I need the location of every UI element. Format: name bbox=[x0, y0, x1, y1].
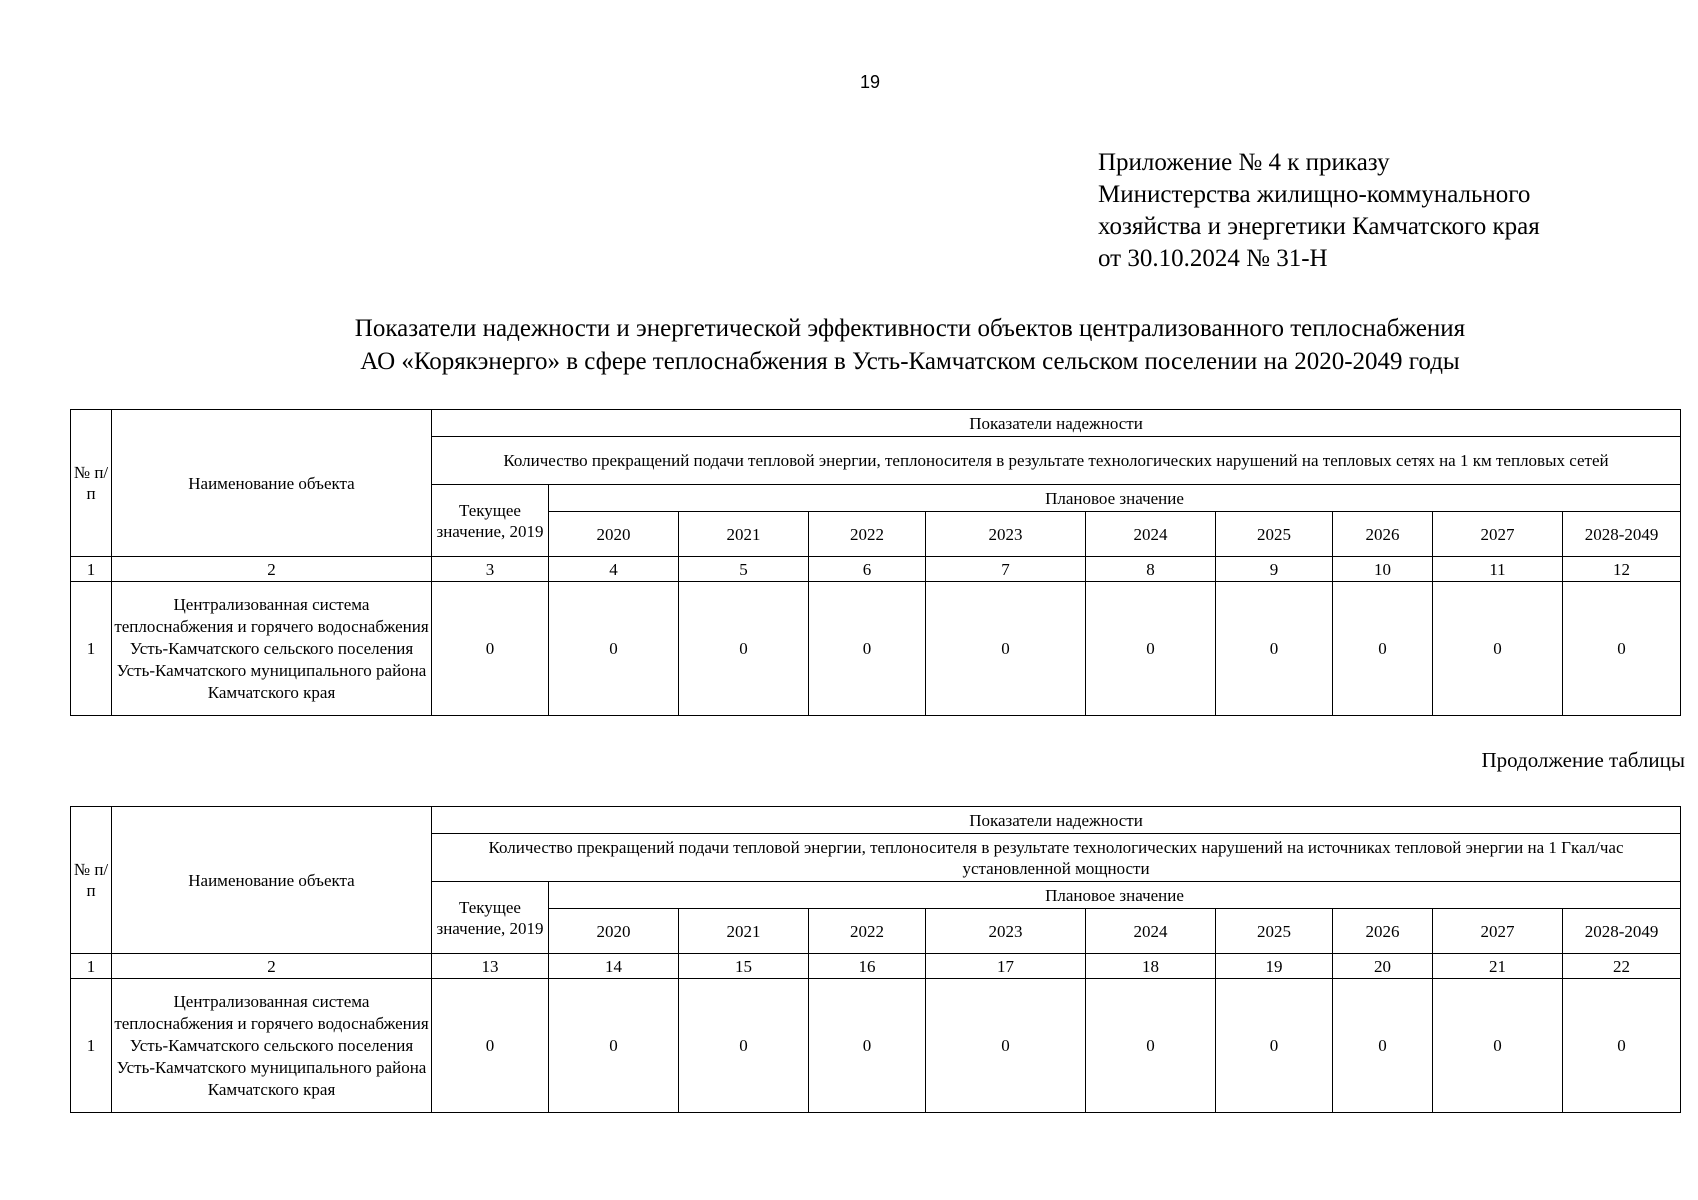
column-number: 17 bbox=[926, 954, 1086, 979]
column-numbers-row bbox=[71, 954, 1681, 979]
appendix-line: от 30.10.2024 № 31-Н bbox=[1098, 245, 1328, 272]
appendix-note bbox=[1098, 147, 1540, 275]
value-cell: 0 bbox=[1333, 582, 1433, 716]
value-cell: 0 bbox=[1563, 582, 1681, 716]
planned-value-header: Плановое значение bbox=[549, 485, 1681, 512]
year-header: 2022 bbox=[809, 512, 926, 557]
value-cell: 0 bbox=[1216, 582, 1333, 716]
indicator-header: Количество прекращений подачи тепловой энергии, теплоносителя в результате технологических нарушений на тепловых сетях на 1 км тепловых сетей bbox=[432, 437, 1681, 485]
year-header: 2023 bbox=[926, 909, 1086, 954]
object-name: Централизованная система теплоснабжения и горячего водоснабжения Усть-Камчатского сельского поселения Усть-Камчатского муниципального района Камчатского края bbox=[112, 979, 432, 1113]
value-cell: 0 bbox=[926, 582, 1086, 716]
year-header: 2025 bbox=[1216, 909, 1333, 954]
group-header: Показатели надежности bbox=[432, 410, 1681, 437]
title-line: Показатели надежности и энергетической эффективности объектов централизованного теплоснабжения bbox=[354, 315, 1466, 342]
value-cell: 0 bbox=[809, 979, 926, 1113]
year-header: 2024 bbox=[1086, 909, 1216, 954]
row-number: 1 bbox=[71, 979, 112, 1113]
header-row bbox=[71, 410, 1681, 437]
column-number: 16 bbox=[809, 954, 926, 979]
column-number: 1 bbox=[71, 954, 112, 979]
value-cell: 0 bbox=[1086, 979, 1216, 1113]
year-header: 2025 bbox=[1216, 512, 1333, 557]
column-number: 15 bbox=[679, 954, 809, 979]
column-number: 4 bbox=[549, 557, 679, 582]
reliability-table-networks bbox=[70, 409, 1681, 716]
column-number: 21 bbox=[1433, 954, 1563, 979]
value-cell: 0 bbox=[809, 582, 926, 716]
title-line: АО «Корякэнерго» в сфере теплоснабжения в Усть-Камчатском сельском поселении на 2020-2049 годы bbox=[360, 348, 1460, 375]
year-header: 2020 bbox=[549, 909, 679, 954]
column-number: 9 bbox=[1216, 557, 1333, 582]
value-cell: 0 bbox=[549, 582, 679, 716]
year-header: 2026 bbox=[1333, 512, 1433, 557]
column-numbers-row bbox=[71, 557, 1681, 582]
column-number: 1 bbox=[71, 557, 112, 582]
object-name: Централизованная система теплоснабжения и горячего водоснабжения Усть-Камчатского сельского поселения Усть-Камчатского муниципального района Камчатского края bbox=[112, 582, 432, 716]
document-title bbox=[70, 312, 1698, 378]
appendix-line: хозяйства и энергетики Камчатского края bbox=[1098, 213, 1540, 240]
year-header: 2024 bbox=[1086, 512, 1216, 557]
column-number: 2 bbox=[112, 954, 432, 979]
column-number: 10 bbox=[1333, 557, 1433, 582]
value-cell: 0 bbox=[1216, 979, 1333, 1113]
year-header: 2021 bbox=[679, 909, 809, 954]
year-header: 2020 bbox=[549, 512, 679, 557]
year-header: 2028-2049 bbox=[1563, 909, 1681, 954]
value-cell: 0 bbox=[1333, 979, 1433, 1113]
year-header: 2028-2049 bbox=[1563, 512, 1681, 557]
column-number: 22 bbox=[1563, 954, 1681, 979]
year-header: 2027 bbox=[1433, 512, 1563, 557]
value-cell: 0 bbox=[679, 582, 809, 716]
column-number: 6 bbox=[809, 557, 926, 582]
value-cell: 0 bbox=[432, 582, 549, 716]
row-number: 1 bbox=[71, 582, 112, 716]
value-cell: 0 bbox=[432, 979, 549, 1113]
year-header: 2026 bbox=[1333, 909, 1433, 954]
page-number: 19 bbox=[859, 72, 881, 92]
year-header: 2022 bbox=[809, 909, 926, 954]
appendix-line: Министерства жилищно-коммунального bbox=[1098, 181, 1531, 208]
column-number: 19 bbox=[1216, 954, 1333, 979]
year-header: 2027 bbox=[1433, 909, 1563, 954]
table-row bbox=[71, 582, 1681, 716]
current-value-header: Текущее значение, 2019 bbox=[432, 485, 549, 557]
value-cell: 0 bbox=[1563, 979, 1681, 1113]
indicator-header: Количество прекращений подачи тепловой энергии, теплоносителя в результате технологических нарушений на источниках тепловой энергии на 1 Гкал/час установленной мощности bbox=[432, 834, 1681, 882]
year-header: 2021 bbox=[679, 512, 809, 557]
value-cell: 0 bbox=[679, 979, 809, 1113]
column-number: 12 bbox=[1563, 557, 1681, 582]
num-column-header: № п/ п bbox=[71, 410, 112, 557]
column-number: 20 bbox=[1333, 954, 1433, 979]
name-column-header: Наименование объекта bbox=[112, 807, 432, 954]
column-number: 13 bbox=[432, 954, 549, 979]
num-column-header: № п/ п bbox=[71, 807, 112, 954]
column-number: 7 bbox=[926, 557, 1086, 582]
group-header: Показатели надежности bbox=[432, 807, 1681, 834]
column-number: 14 bbox=[549, 954, 679, 979]
column-number: 11 bbox=[1433, 557, 1563, 582]
value-cell: 0 bbox=[926, 979, 1086, 1113]
name-column-header: Наименование объекта bbox=[112, 410, 432, 557]
continuation-label: Продолжение таблицы bbox=[1481, 748, 1685, 772]
value-cell: 0 bbox=[1433, 979, 1563, 1113]
reliability-table-sources bbox=[70, 806, 1681, 1113]
value-cell: 0 bbox=[549, 979, 679, 1113]
table-row bbox=[71, 979, 1681, 1113]
column-number: 8 bbox=[1086, 557, 1216, 582]
column-number: 2 bbox=[112, 557, 432, 582]
year-header: 2023 bbox=[926, 512, 1086, 557]
column-number: 3 bbox=[432, 557, 549, 582]
current-value-header: Текущее значение, 2019 bbox=[432, 882, 549, 954]
column-number: 18 bbox=[1086, 954, 1216, 979]
value-cell: 0 bbox=[1433, 582, 1563, 716]
appendix-line: Приложение № 4 к приказу bbox=[1098, 149, 1390, 176]
column-number: 5 bbox=[679, 557, 809, 582]
value-cell: 0 bbox=[1086, 582, 1216, 716]
header-row bbox=[71, 807, 1681, 834]
planned-value-header: Плановое значение bbox=[549, 882, 1681, 909]
